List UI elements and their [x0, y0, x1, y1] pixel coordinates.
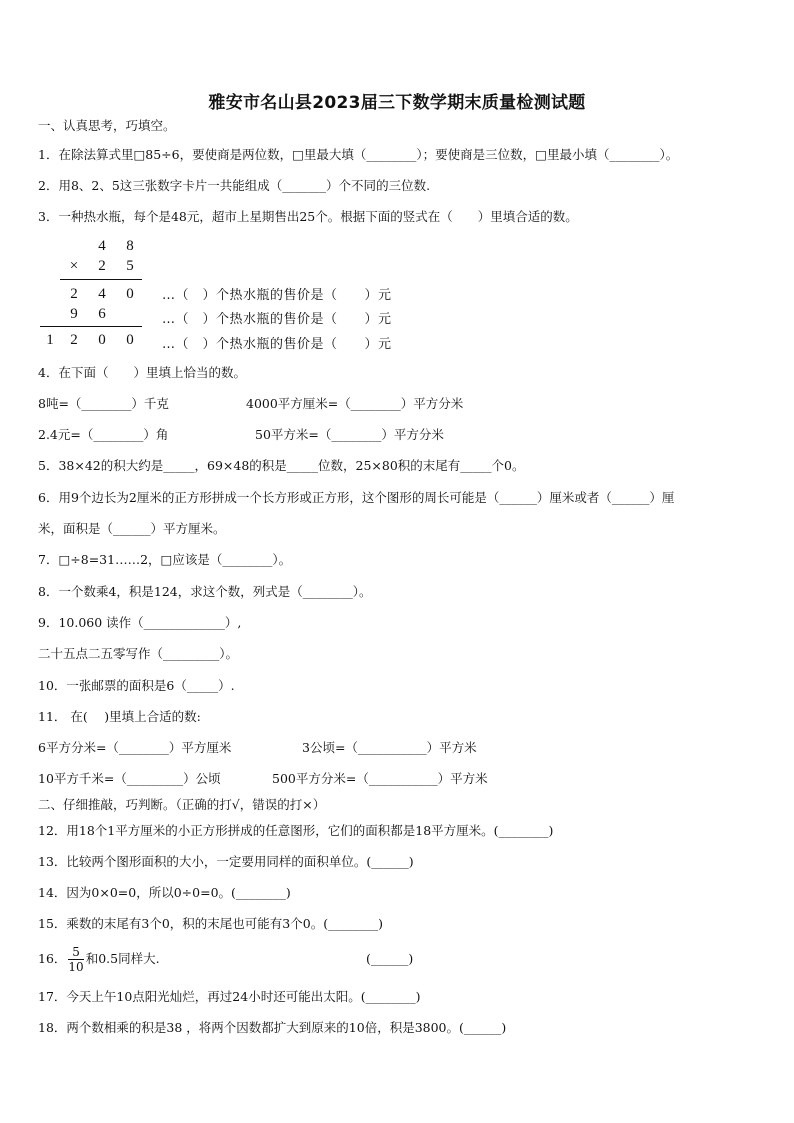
digit: 2: [70, 286, 78, 302]
question-3: 3．一种热水瓶，每个是48元，超市上星期售出25个。根据下面的竖式在（ ）里填合适的数。: [38, 209, 578, 224]
question-11: 11． 在( )里填上合适的数:: [38, 709, 201, 724]
question-17: 17．今天上午10点阳光灿烂，再过24小时还可能出太阳。(________): [38, 989, 421, 1004]
vm-row-partial-1: [40, 286, 146, 308]
question-11b: 3公顷=（___________）平方米: [302, 740, 477, 755]
page-title: 雅安市名山县2023届三下数学期末质量检测试题: [208, 93, 586, 113]
fraction-numerator: 5: [68, 945, 83, 960]
vm-note-1: …（ ）个热水瓶的售价是（ ）元: [162, 288, 392, 303]
digit: 2: [98, 258, 106, 274]
section-heading-1: 一、认真思考，巧填空。: [38, 118, 176, 133]
question-4: 4．在下面（ ）里填上恰当的数。: [38, 365, 246, 380]
question-6-line-2: 米，面积是（______）平方厘米。: [38, 521, 226, 536]
vm-row-multiplicand: [40, 238, 146, 260]
vm-row-partial-2: [40, 306, 146, 328]
digit: 5: [126, 258, 134, 274]
vm-divider-1: [60, 279, 142, 280]
question-11c: 10平方千米=（_________）公顷: [38, 771, 221, 786]
question-16-text: 和0.5同样大.: [85, 951, 160, 966]
question-7: 7．□÷8=31……2，□应该是（________）。: [38, 552, 292, 567]
question-2: 2．用8、2、5这三张数字卡片一共能组成（_______）个不同的三位数.: [38, 178, 431, 193]
digit: 8: [126, 238, 134, 254]
question-10: 10．一张邮票的面积是6（_____）.: [38, 678, 235, 693]
question-9b: 二十五点二五零写作（_________）。: [38, 646, 239, 661]
question-16-blank: (______): [366, 951, 414, 966]
question-11a: 6平方分米=（________）平方厘米: [38, 740, 232, 755]
vm-row-multiplier: [40, 258, 146, 280]
vm-divider-2: [40, 326, 142, 327]
question-4a: 8吨=（________）千克: [38, 396, 169, 411]
question-18: 18．两个数相乘的积是38 ，将两个因数都扩大到原来的10倍，积是3800。(______): [38, 1020, 507, 1035]
digit: 0: [98, 332, 106, 348]
question-14: 14．因为0×0=0，所以0÷0=0。(________): [38, 885, 291, 900]
digit: 9: [70, 306, 78, 322]
question-8: 8．一个数乘4，积是124，求这个数，列式是（________）。: [38, 584, 372, 599]
question-15: 15．乘数的末尾有3个0，积的末尾也可能有3个0。(________): [38, 916, 383, 931]
section-heading-2: 二、仔细推敲，巧判断。（正确的打√，错误的打×）: [38, 797, 326, 812]
question-16-number: 16．: [38, 951, 67, 966]
vm-note-2: …（ ）个热水瓶的售价是（ ）元: [162, 312, 392, 327]
digit: 0: [126, 286, 134, 302]
question-4b: 4000平方厘米=（________）平方分米: [246, 396, 464, 411]
question-4c: 2.4元=（________）角: [38, 427, 169, 442]
digit: 4: [98, 286, 106, 302]
question-6-line-1: 6．用9个边长为2厘米的正方形拼成一个长方形或正方形，这个图形的周长可能是（______）厘米或者（______）厘: [38, 490, 675, 505]
vm-row-product: [40, 332, 146, 354]
question-4d: 50平方米=（________）平方分米: [255, 427, 444, 442]
question-5: 5．38×42的积大约是_____，69×48的积是_____位数，25×80积的末尾有_____个0。: [38, 458, 525, 473]
fraction-denominator: 10: [68, 960, 84, 974]
vm-note-3: …（ ）个热水瓶的售价是（ ）元: [162, 337, 392, 352]
digit: 0: [126, 332, 134, 348]
digit: 6: [98, 306, 106, 322]
question-16: [38, 941, 160, 977]
question-12: 12．用18个1平方厘米的小正方形拼成的任意图形，它们的面积都是18平方厘米。(________): [38, 823, 554, 838]
digit: 4: [98, 238, 106, 254]
digit: ×: [69, 258, 79, 274]
question-9a: 9．10.060 读作（_____________）,: [38, 615, 242, 630]
digit: 2: [70, 332, 78, 348]
question-11d: 500平方分米=（___________）平方米: [272, 771, 488, 786]
digit: 1: [46, 332, 54, 348]
question-13: 13．比较两个图形面积的大小，一定要用同样的面积单位。(______): [38, 854, 414, 869]
fraction: [68, 945, 83, 974]
vertical-multiplication: [40, 238, 150, 354]
question-1: 1．在除法算式里□85÷6，要使商是两位数，□里最大填（________）；要使商是三位数，□里最小填（________）。: [38, 147, 679, 162]
